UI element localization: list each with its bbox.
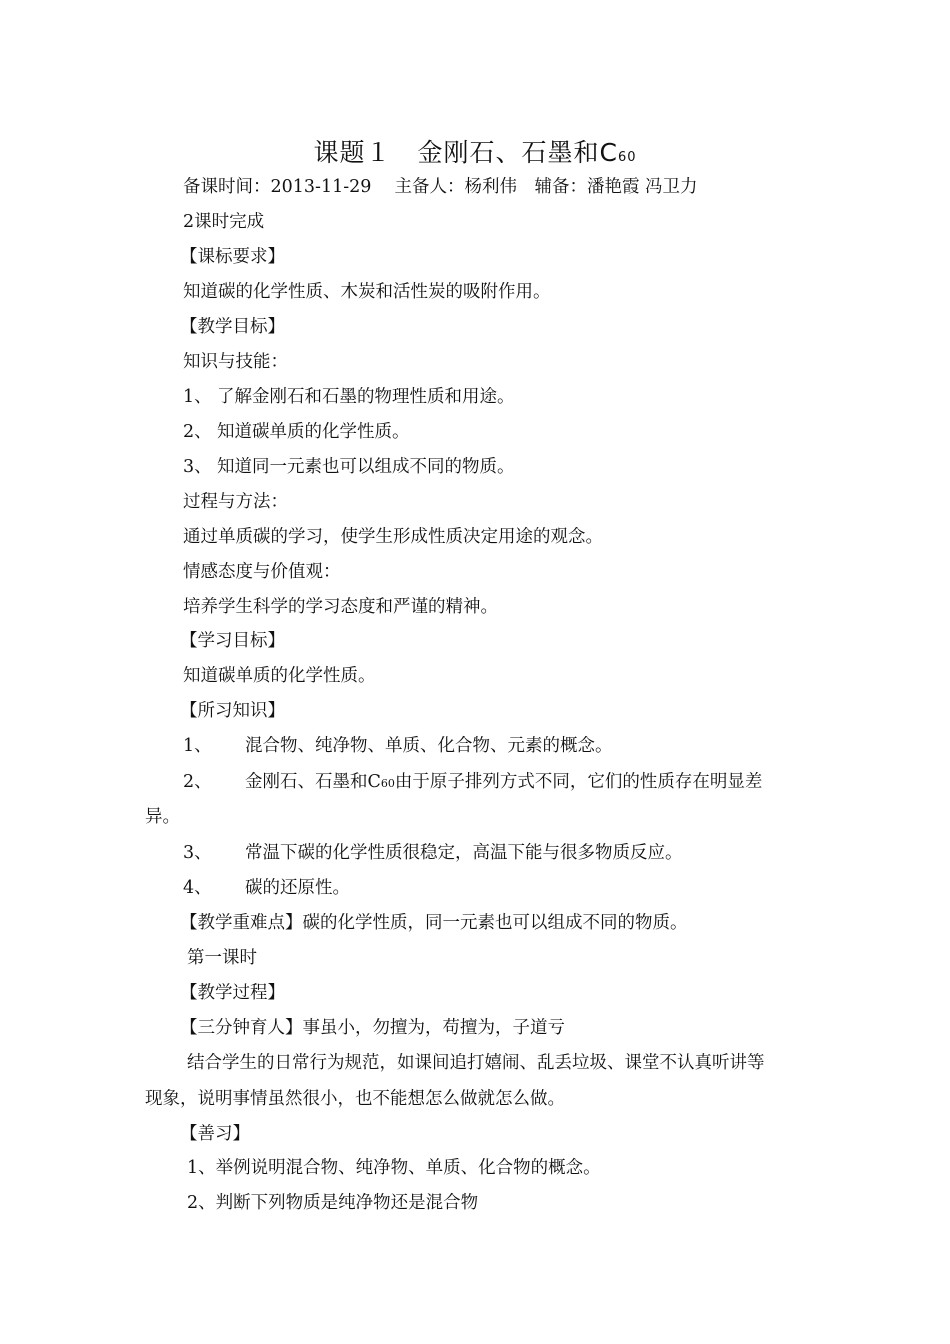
section-heading-goals: 【教学目标】 [180, 317, 285, 337]
education-paragraph-line: 结合学生的日常行为规范，如课间追打嬉闹、乱丢垃圾、课堂不认真听讲等 [187, 1053, 765, 1073]
knowledge-item: 3、 常温下碳的化学性质很稳定，高温下能与很多物质反应。 [183, 843, 683, 863]
knowledge-item: 2、 金刚石、石墨和C60由于原子排列方式不同，它们的性质存在明显差 [183, 772, 763, 792]
title-subscript: 60 [617, 150, 637, 165]
learning-text: 知道碳单质的化学性质。 [183, 666, 376, 686]
review-item: 1、举例说明混合物、纯净物、单质、化合物的概念。 [187, 1158, 601, 1178]
knowledge-skills-label: 知识与技能： [183, 352, 288, 372]
first-lesson-label: 第一课时 [187, 948, 257, 968]
section-heading-process: 【教学过程】 [180, 983, 285, 1003]
goal-item: 1、 了解金刚石和石墨的物理性质和用途。 [183, 387, 515, 407]
process-methods-label: 过程与方法： [183, 492, 288, 512]
section-heading-curriculum: 【课标要求】 [180, 247, 285, 267]
curriculum-text: 知道碳的化学性质、木炭和活性炭的吸附作用。 [183, 282, 551, 302]
section-heading-knowledge: 【所习知识】 [180, 701, 285, 721]
duration-text: 2课时完成 [183, 212, 265, 232]
goal-item: 2、 知道碳单质的化学性质。 [183, 422, 410, 442]
emotion-text: 培养学生科学的学习态度和严谨的精神。 [183, 597, 498, 617]
key-points: 【教学重难点】碳的化学性质，同一元素也可以组成不同的物质。 [180, 913, 688, 933]
goal-item: 3、 知道同一元素也可以组成不同的物质。 [183, 457, 515, 477]
education-paragraph-line: 现象，说明事情虽然很小，也不能想怎么做就怎么做。 [145, 1089, 565, 1109]
knowledge-item: 4、 碳的还原性。 [183, 878, 350, 898]
review-item: 2、判断下列物质是纯净物还是混合物 [187, 1193, 479, 1213]
knowledge-item: 1、 混合物、纯净物、单质、化合物、元素的概念。 [183, 736, 613, 756]
three-minutes-education: 【三分钟育人】事虽小，勿擅为，苟擅为，子道亏 [180, 1018, 565, 1038]
c60-subscript: 60 [380, 777, 395, 790]
section-heading-learning: 【学习目标】 [180, 631, 285, 651]
emotion-values-label: 情感态度与价值观： [183, 562, 341, 582]
knowledge-item-continuation: 异。 [145, 807, 180, 827]
process-text: 通过单质碳的学习，使学生形成性质决定用途的观念。 [183, 527, 603, 547]
lesson-meta: 备课时间：2013-11-29 主备人：杨利伟 辅备：潘艳霞 冯卫力 [183, 177, 698, 197]
page-title: 课题１ 金刚石、石墨和C60 [313, 138, 637, 167]
section-heading-review: 【善习】 [180, 1124, 250, 1144]
